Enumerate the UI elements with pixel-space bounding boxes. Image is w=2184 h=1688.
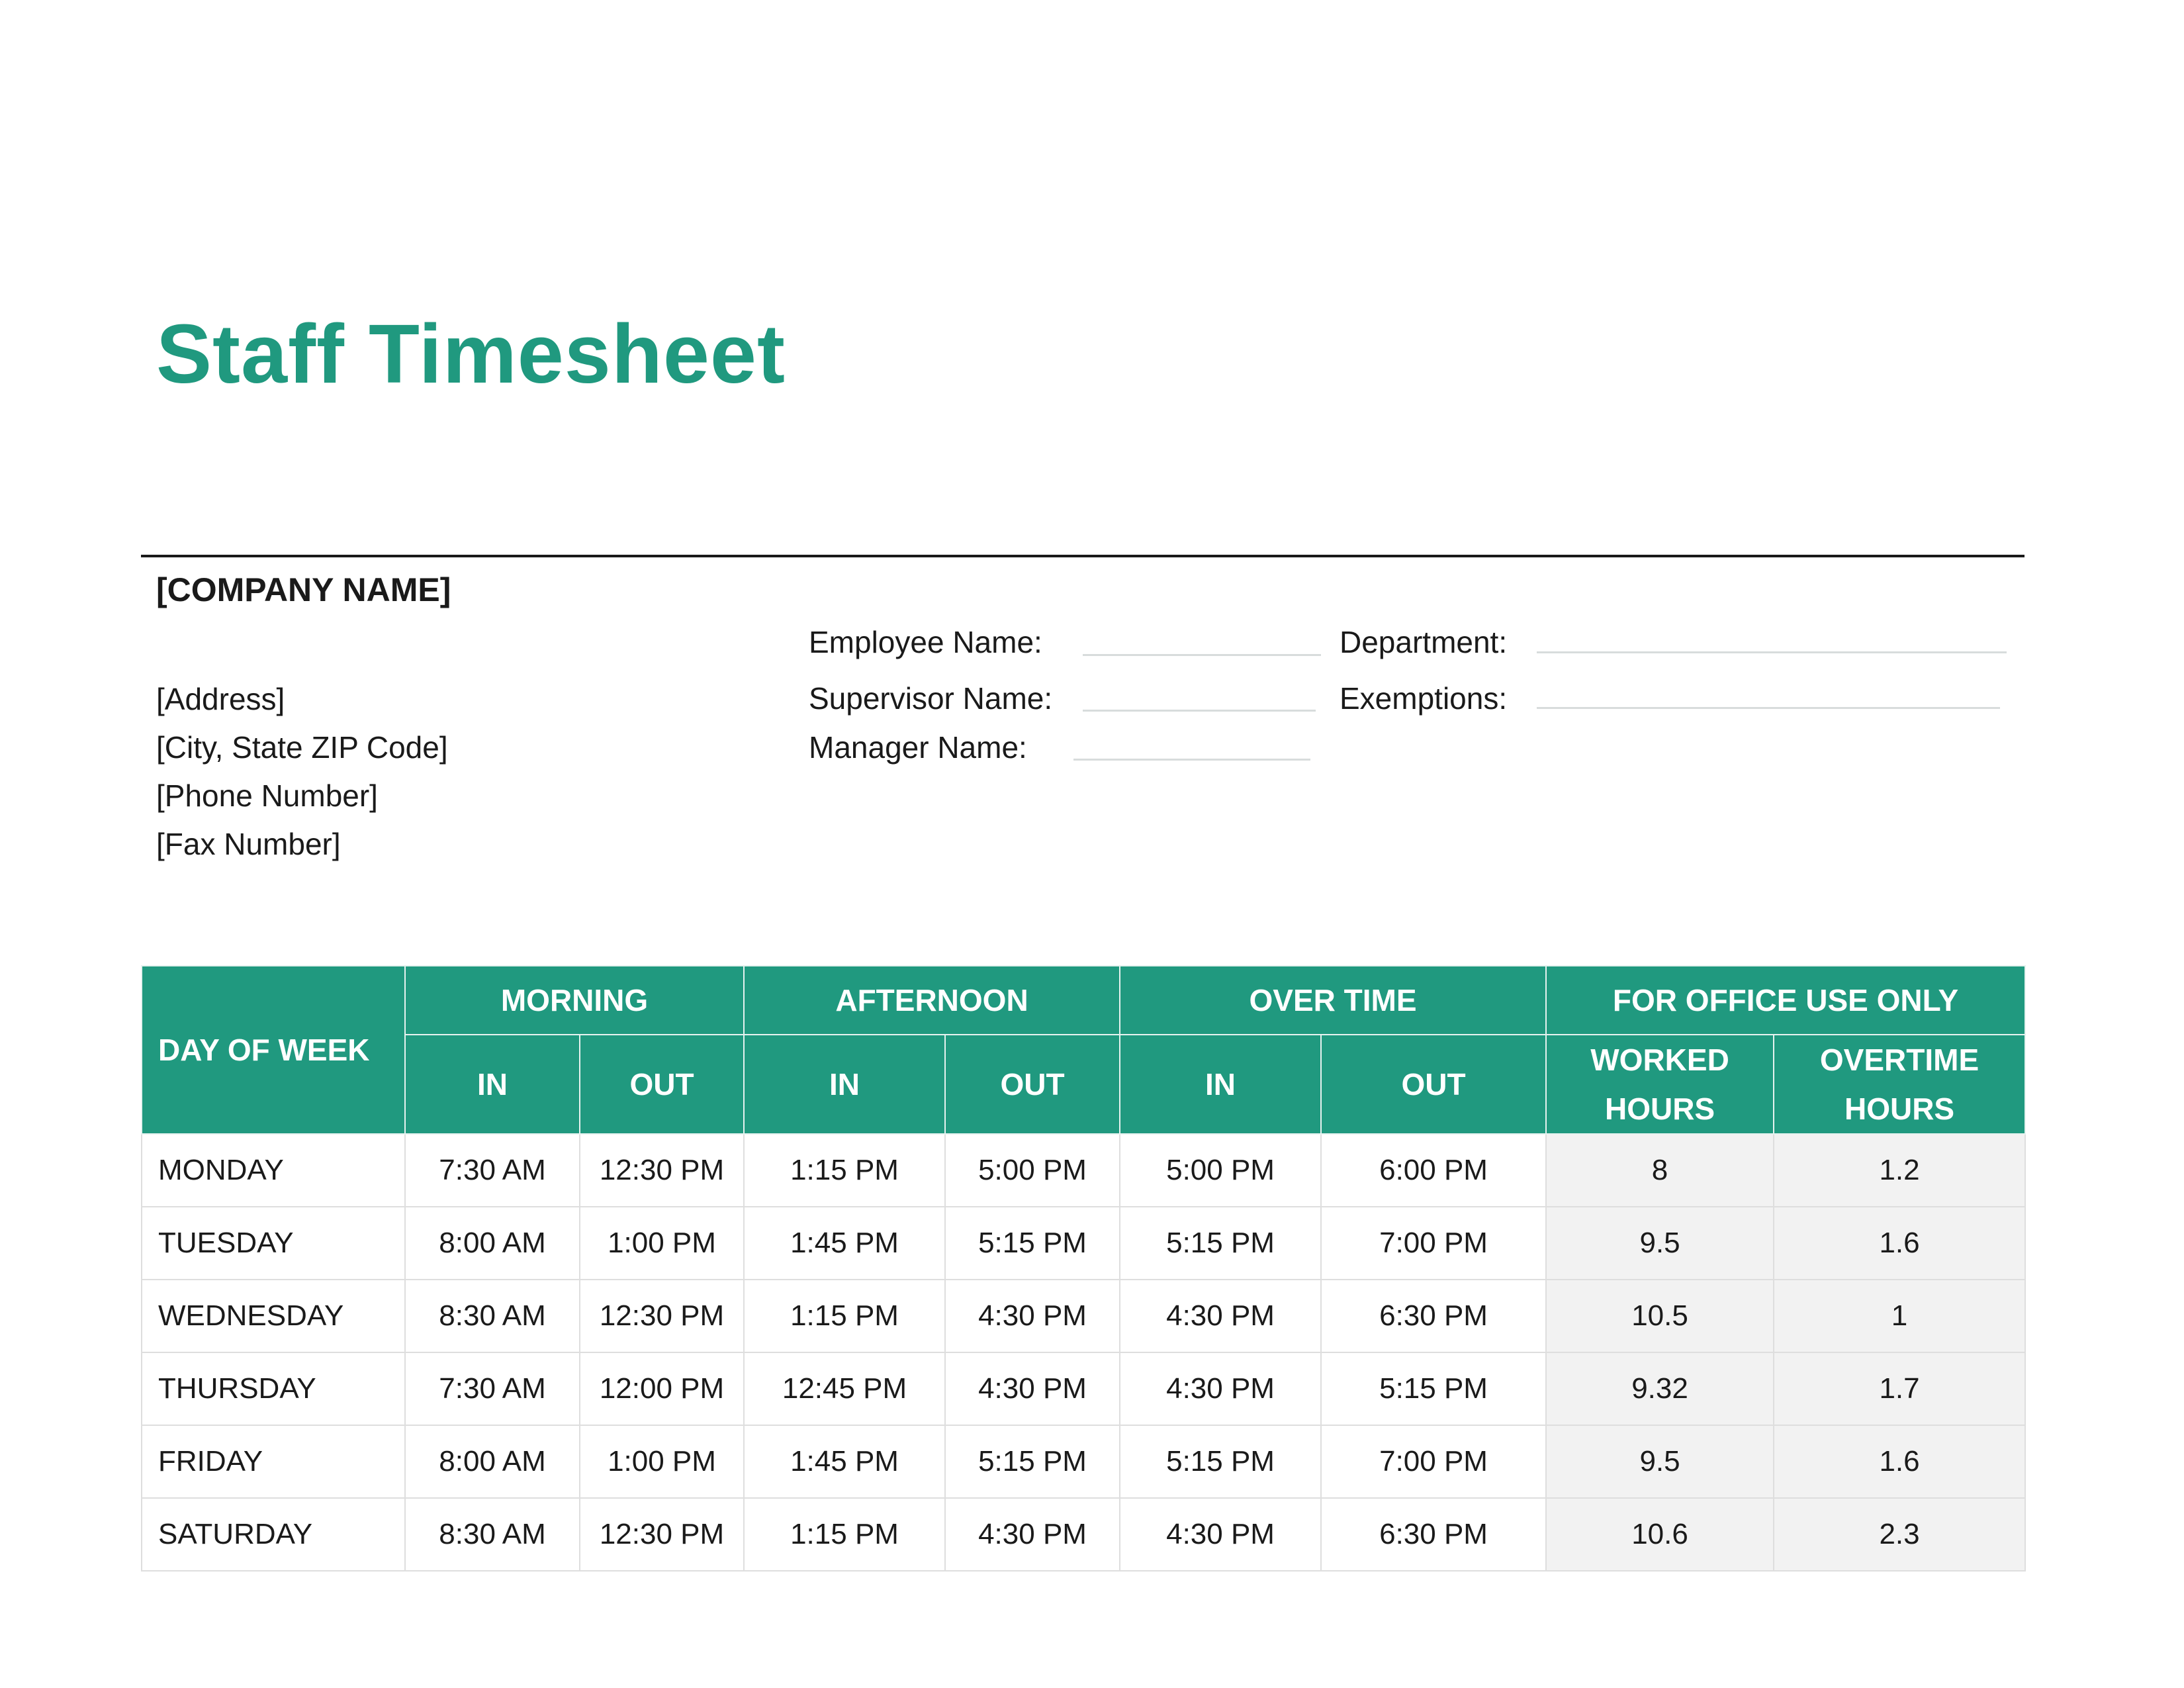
cell-morning-out[interactable]: 12:30 PM [580, 1498, 744, 1571]
cell-morning-out[interactable]: 1:00 PM [580, 1425, 744, 1498]
cell-morning-out[interactable]: 12:30 PM [580, 1280, 744, 1352]
cell-overtime-hours: 1.7 [1774, 1352, 2025, 1425]
table-row [142, 1425, 2025, 1498]
cell-overtime-out[interactable]: 7:00 PM [1321, 1207, 1546, 1280]
cell-morning-in[interactable]: 7:30 AM [405, 1134, 580, 1207]
cell-day: WEDNESDAY [142, 1280, 405, 1352]
company-phone: [Phone Number] [156, 778, 378, 813]
header-morning-in: IN [405, 1035, 580, 1134]
table-row [142, 1352, 2025, 1425]
header-overtime-hours: OVERTIME HOURS [1774, 1035, 2025, 1134]
cell-overtime-hours: 1 [1774, 1280, 2025, 1352]
cell-day: TUESDAY [142, 1207, 405, 1280]
cell-day: MONDAY [142, 1134, 405, 1207]
cell-worked-hours: 9.5 [1546, 1207, 1774, 1280]
header-divider [141, 555, 2025, 557]
cell-day: SATURDAY [142, 1498, 405, 1571]
header-overtime-out: OUT [1321, 1035, 1546, 1134]
cell-morning-out[interactable]: 12:00 PM [580, 1352, 744, 1425]
header-worked-hours: WORKED HOURS [1546, 1035, 1774, 1134]
cell-overtime-out[interactable]: 7:00 PM [1321, 1425, 1546, 1498]
cell-overtime-in[interactable]: 5:15 PM [1120, 1425, 1321, 1498]
table-row [142, 1134, 2025, 1207]
cell-overtime-in[interactable]: 4:30 PM [1120, 1280, 1321, 1352]
company-city-state-zip: [City, State ZIP Code] [156, 730, 448, 765]
department-field[interactable] [1537, 651, 2007, 653]
cell-afternoon-out[interactable]: 5:15 PM [945, 1207, 1120, 1280]
page-title: Staff Timesheet [156, 307, 786, 400]
company-address: [Address] [156, 682, 285, 716]
cell-overtime-hours: 2.3 [1774, 1498, 2025, 1571]
cell-afternoon-out[interactable]: 4:30 PM [945, 1352, 1120, 1425]
header-morning-out: OUT [580, 1035, 744, 1134]
header-afternoon-in: IN [744, 1035, 945, 1134]
cell-day: FRIDAY [142, 1425, 405, 1498]
company-address-block [156, 675, 448, 868]
cell-overtime-hours: 1.6 [1774, 1425, 2025, 1498]
header-overtime-in: IN [1120, 1035, 1321, 1134]
cell-worked-hours: 8 [1546, 1134, 1774, 1207]
header-day-of-week: DAY OF WEEK [142, 966, 405, 1134]
header-over-time: OVER TIME [1120, 966, 1546, 1035]
timesheet-table [141, 965, 2026, 1571]
manager-name-field[interactable] [1073, 759, 1310, 761]
cell-worked-hours: 10.5 [1546, 1280, 1774, 1352]
cell-worked-hours: 9.5 [1546, 1425, 1774, 1498]
cell-overtime-in[interactable]: 4:30 PM [1120, 1498, 1321, 1571]
cell-overtime-in[interactable]: 5:15 PM [1120, 1207, 1321, 1280]
employee-name-label: Employee Name: [809, 625, 1042, 659]
cell-overtime-out[interactable]: 6:30 PM [1321, 1280, 1546, 1352]
table-row [142, 1207, 2025, 1280]
cell-overtime-out[interactable]: 5:15 PM [1321, 1352, 1546, 1425]
cell-overtime-hours: 1.6 [1774, 1207, 2025, 1280]
company-fax: [Fax Number] [156, 827, 341, 861]
cell-afternoon-in[interactable]: 1:45 PM [744, 1425, 945, 1498]
cell-day: THURSDAY [142, 1352, 405, 1425]
header-morning: MORNING [405, 966, 744, 1035]
cell-afternoon-out[interactable]: 5:15 PM [945, 1425, 1120, 1498]
cell-overtime-out[interactable]: 6:30 PM [1321, 1498, 1546, 1571]
cell-worked-hours: 10.6 [1546, 1498, 1774, 1571]
cell-overtime-in[interactable]: 5:00 PM [1120, 1134, 1321, 1207]
cell-afternoon-in[interactable]: 12:45 PM [744, 1352, 945, 1425]
exemptions-label: Exemptions: [1340, 681, 1508, 716]
cell-overtime-hours: 1.2 [1774, 1134, 2025, 1207]
supervisor-name-field[interactable] [1083, 710, 1316, 712]
manager-name-label: Manager Name: [809, 730, 1027, 765]
cell-morning-in[interactable]: 8:00 AM [405, 1207, 580, 1280]
cell-morning-in[interactable]: 7:30 AM [405, 1352, 580, 1425]
cell-worked-hours: 9.32 [1546, 1352, 1774, 1425]
cell-morning-in[interactable]: 8:30 AM [405, 1280, 580, 1352]
table-row [142, 1280, 2025, 1352]
cell-afternoon-out[interactable]: 4:30 PM [945, 1498, 1120, 1571]
company-name: [COMPANY NAME] [156, 571, 451, 608]
cell-afternoon-out[interactable]: 4:30 PM [945, 1280, 1120, 1352]
cell-morning-in[interactable]: 8:00 AM [405, 1425, 580, 1498]
supervisor-name-label: Supervisor Name: [809, 681, 1053, 716]
header-afternoon: AFTERNOON [744, 966, 1120, 1035]
cell-afternoon-in[interactable]: 1:15 PM [744, 1498, 945, 1571]
cell-overtime-in[interactable]: 4:30 PM [1120, 1352, 1321, 1425]
cell-afternoon-in[interactable]: 1:45 PM [744, 1207, 945, 1280]
cell-afternoon-in[interactable]: 1:15 PM [744, 1134, 945, 1207]
header-office-use: FOR OFFICE USE ONLY [1546, 966, 2025, 1035]
exemptions-field[interactable] [1537, 707, 2000, 709]
cell-morning-out[interactable]: 1:00 PM [580, 1207, 744, 1280]
employee-name-field[interactable] [1083, 654, 1321, 656]
cell-afternoon-in[interactable]: 1:15 PM [744, 1280, 945, 1352]
table-row [142, 1498, 2025, 1571]
cell-morning-in[interactable]: 8:30 AM [405, 1498, 580, 1571]
cell-morning-out[interactable]: 12:30 PM [580, 1134, 744, 1207]
cell-afternoon-out[interactable]: 5:00 PM [945, 1134, 1120, 1207]
cell-overtime-out[interactable]: 6:00 PM [1321, 1134, 1546, 1207]
header-afternoon-out: OUT [945, 1035, 1120, 1134]
department-label: Department: [1340, 625, 1508, 659]
